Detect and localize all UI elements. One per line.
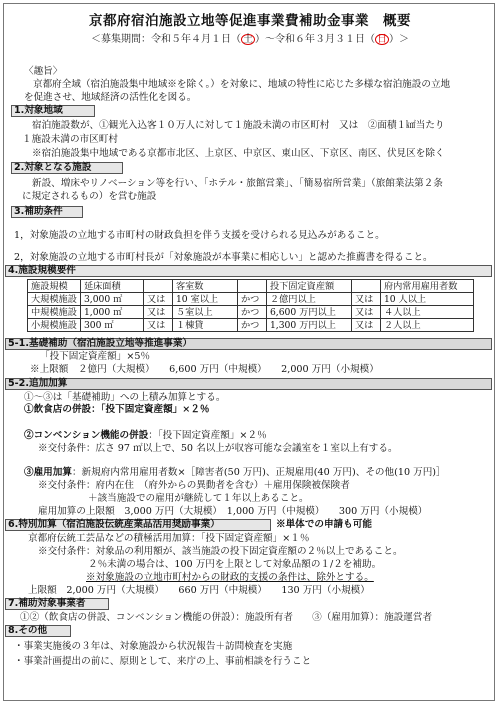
table-cell: ４人以上 [380,306,473,319]
table-cell: 又は [143,306,172,319]
table-cell: １棟貸 [172,319,237,332]
intro-line-1: 京都府全域（宿泊施設集中地域※を除く。）を対象に、地域の特性に応じた多様な宿泊施設の立地 [33,79,451,90]
s6-note-2: ２％未満の場合は、100 万円を上限として対象品額の１/２を補助。 [88,559,382,570]
intro-line-2: を促進させ、地域経済の活性化を図る。 [24,92,197,103]
s52-item-3 [24,467,446,479]
period-suffix: ）＞ [389,34,409,45]
table-header-cell [143,280,172,293]
section-5-2-header: 5-2.追加加算 [5,378,492,390]
s52-item-2-note: ※交付条件：広さ 97 ㎡以上で、50 名以上が収容可能な会議室を１室以上有する。 [38,443,398,454]
table-cell: 又は [143,319,172,332]
s3-item-2: 2，対象施設の立地する市町村長が「対象施設が本事業に相応しい」と認めた推薦書を得ること。 [14,252,433,263]
table-cell: 300 ㎡ [80,319,143,332]
table-cell: かつ [237,319,266,332]
s1-line-3: ※宿泊施設集中地域である京都市北区、上京区、中京区、東山区、下京区、南区、伏見区を除く [32,148,445,159]
s52-item-2 [24,430,267,442]
table-row [28,319,474,332]
s6-note-3: ※対象施設の立地市町村からの財政的支援の条件は、除外とする。 [86,572,374,583]
s52-item-3-rest: ：新規府内常用雇用者数×［障害者(50 万円)、正規雇用(40 万円)、その他(10 万円)］ [71,467,446,478]
table-cell: 6,600 万円以上 [266,306,351,319]
s3-item-1: 1，対象施設の立地する市町村の財政負担を伴う支援を受けられる見込みがあること。 [14,230,385,241]
s8-line-2: ・事業計画提出の前に、原則として、来庁の上、事前相談を行うこと [14,656,312,667]
section-6-header: 6.特別加算（宿泊施設伝統産業品活用奨励事業） [5,519,271,531]
table-cell: 又は [351,293,380,306]
table-cell: 1,000 ㎡ [80,306,143,319]
s52-item-1: ①飲食店の併設：「投下固定資産額」×２％ [24,404,210,415]
s6-limits: 上限額 2,000 万円（大規模） 660 万円（中規模） 130 万円（小規模） [28,585,370,596]
intro-label: 〈趣旨〉 [24,66,63,77]
section-1-header: 1.対象地域 [11,105,95,117]
table-header-cell: 延床面積 [80,280,143,293]
facility-scale-table [27,279,474,332]
section-4-header: 4.施設規模要件 [5,265,492,277]
table-cell: ２人以上 [380,319,473,332]
table-cell: 又は [143,293,172,306]
table-header-cell: 投下固定資産額 [266,280,351,293]
s52-item-3-note-1: ※交付条件：府内在住 （府外からの異動者を含む）＋雇用保険被保険者 [38,480,350,491]
table-cell: 小規模施設 [28,319,81,332]
table-header-cell: 府内常用雇用者数 [380,280,473,293]
table-cell: ５室以上 [172,306,237,319]
table-row [28,293,474,306]
application-period [0,30,500,45]
period-middle: ）～令和６年３月３１日（ [255,34,375,45]
table-header-row [28,280,474,293]
table-header-cell [237,280,266,293]
s6-line-1: 京都府伝統工芸品などの積極活用加算：「投下固定資産額」×１％ [28,533,310,544]
s52-item-2-title: ②コンベンション機能の併設 [24,430,149,441]
table-cell: かつ [237,293,266,306]
table-cell: 又は [351,319,380,332]
s8-line-1: ・事業実施後の３年は、対象施設から状況報告＋訪問検査を実施 [14,641,293,652]
section-2-header: 2.対象となる施設 [11,162,123,174]
s2-line-2: に規定されるもの）を営む施設 [22,191,157,202]
s7-line-1: ①②（飲食店の併設、コンベンション機能の併設）：施設所有者 ③（雇用加算）：施設運営者 [20,612,433,623]
table-header-cell [351,280,380,293]
s52-item-2-rest: ：「投下固定資産額」×２％ [148,430,267,441]
s1-line-1: 宿泊施設数が、①観光入込客１０万人に対して１施設未満の市区町村 又は ②面積１㎢当たり [32,120,445,131]
table-cell: 10 室以上 [172,293,237,306]
table-cell: 1,300 万円以上 [266,319,351,332]
section-7-header: 7.補助対象事業者 [5,598,109,610]
table-cell: ２億円以上 [266,293,351,306]
s52-intro: ①～③は「基礎補助」への上積み加算とする。 [24,392,226,403]
period-end-day: 日 [377,34,387,45]
table-cell: 3,000 ㎡ [80,293,143,306]
period-start-day: 土 [243,34,253,45]
table-cell: 中規模施設 [28,306,81,319]
section-8-header: 8.その他 [5,625,71,637]
table-row [28,306,474,319]
period-prefix: ＜募集期間：令和５年４月１日（ [91,34,241,45]
table-cell: 大規模施設 [28,293,81,306]
s51-formula: 「投下固定資産額」×5％ [40,351,151,362]
table-header-cell: 施設規模 [28,280,81,293]
s2-line-1: 新設、増床やリノベーション等を行い、「ホテル・旅館営業」、「簡易宿所営業」（旅館業法第２条 [32,178,443,189]
table-header-cell: 客室数 [172,280,237,293]
section-5-1-header: 5-1.基礎補助（宿泊施設立地等推進事業） [5,338,492,350]
table-cell: かつ [237,306,266,319]
s52-item-3-title: ③雇用加算 [24,467,72,478]
s52-item-3-note-2: ＋該当施設での雇用が継続して１年以上あること。 [88,493,309,504]
s51-limits: ※上限額 ２億円（大規模） 6,600 万円（中規模） 2,000 万円（小規模） [30,364,379,375]
document-title: 京都府宿泊施設立地等促進事業費補助金事業 概要 [89,13,411,29]
table-cell: 又は [351,306,380,319]
s1-line-2: １施設未満の市区町村 [22,134,118,145]
s52-item-3-limit: 雇用加算の上限額 3,000 万円（大規模） 1,000 万円（中規模） 300 万円（小規模） [38,506,428,517]
section-6-header-note: ※単体での申請も可能 [276,519,372,530]
table-cell: 10 人以上 [380,293,473,306]
s6-note-1: ※交付条件：対象品の利用額が、該当施設の投下固定資産額の２％以上であること。 [38,546,403,557]
section-3-header: 3.補助条件 [11,206,83,218]
